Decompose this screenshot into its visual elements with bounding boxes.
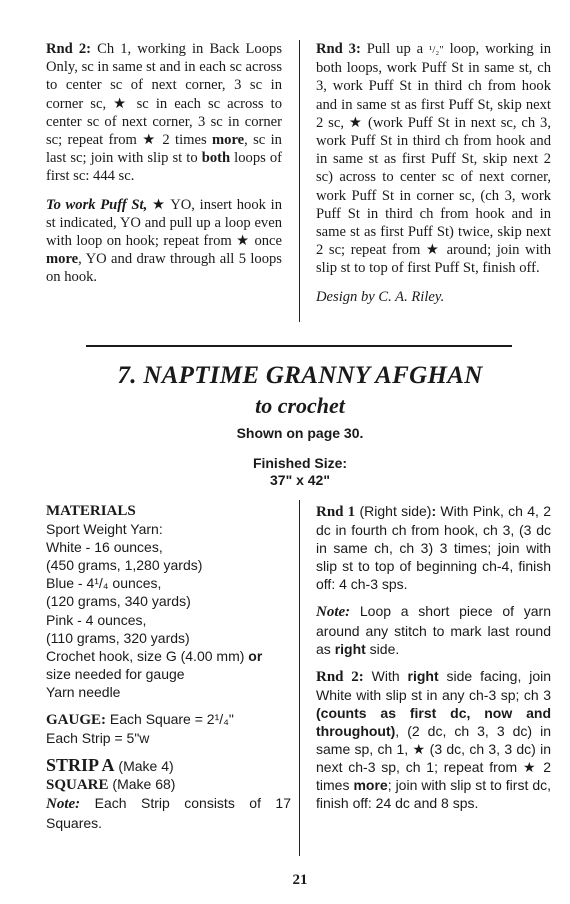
rnd1-text: With Pink, ch 4, 2 dc in fourth ch from hook, ch 3, (3 dc in same ch, ch 3) 3 times; join with slip st to top of beginning ch-4, finish off: 4 ch-3 sps.: [316, 503, 551, 593]
rnd2-instructions: [46, 40, 282, 186]
marker-note-right: right: [334, 640, 366, 657]
strip-a-label: STRIP A: [46, 755, 115, 776]
rnd2-white-instructions: [316, 667, 551, 813]
square-label: SQUARE: [46, 777, 109, 794]
crochet-hook-line: [46, 647, 291, 683]
yarn-needle: Yarn needle: [46, 683, 121, 700]
rnd3-label: Rnd 3:: [316, 41, 361, 57]
rnd2-label: Rnd 2:: [46, 41, 92, 57]
rnd2-white-text-a: With: [363, 667, 408, 684]
column-divider-bottom: [299, 500, 300, 856]
rnd1-instructions: [316, 502, 551, 593]
gauge-square: Each Square = 2¹/₄": [106, 711, 234, 728]
hook-text-a: Crochet hook, size G (4.00 mm): [46, 647, 249, 664]
rnd2-both: both: [201, 150, 231, 167]
rnd2-white-right: right: [407, 667, 439, 684]
gauge-label: GAUGE:: [46, 712, 106, 729]
rnd1-side: (Right side): [355, 503, 432, 519]
hook-text-b: size needed for gauge: [46, 665, 185, 682]
strip-note: [46, 794, 291, 831]
pattern-title: 7. NAPTIME GRANNY AFGHAN: [117, 362, 483, 389]
rnd1-colon: :: [431, 503, 437, 519]
strip-a-count: (Make 4): [114, 758, 174, 775]
rnd3-fraction: ¹/₂": [429, 44, 444, 56]
materials-column: [46, 502, 291, 832]
marker-note-text-b: side.: [365, 640, 400, 657]
right-column-bottom: [316, 502, 551, 813]
square-count: (Make 68): [108, 776, 176, 793]
materials-line: Sport Weight Yarn:: [46, 521, 163, 538]
materials-line: White - 16 ounces,: [46, 539, 163, 556]
marker-note-label: Note:: [316, 604, 351, 621]
square-line: [46, 775, 291, 794]
rnd2-text-c: loops of first sc: 444 sc.: [46, 150, 283, 185]
materials-line: (120 grams, 340 yards): [46, 593, 191, 610]
strip-a-line: [46, 756, 291, 775]
pattern-subtitle: to crochet: [255, 393, 345, 418]
page-number: 21: [292, 872, 308, 888]
finished-size-label: Finished Size:: [252, 455, 348, 471]
hook-or: or: [248, 647, 263, 664]
rnd2-white-text-b: side facing, join White with slip st in any ch-3 sp; ch 3: [316, 667, 552, 703]
materials-line: Blue - 4¹/₄ ounces,: [46, 575, 162, 592]
rnd3-instructions: [316, 40, 551, 278]
puff-st-instructions: [46, 196, 282, 287]
marker-note-text-a: Loop a short piece of yarn around any stitch to mark last round as: [316, 603, 551, 657]
rnd3-text-a: Pull up a: [360, 41, 430, 57]
rnd2-more: more: [211, 132, 245, 149]
marker-note: [316, 602, 551, 657]
strip-note-text: Each Strip consists of 17 Squares.: [46, 795, 291, 831]
design-credit: Design by C. A. Riley.: [316, 288, 445, 305]
left-column-top: [46, 40, 282, 287]
finished-size-value: 37" x 42": [270, 472, 330, 488]
materials-heading: MATERIALS: [46, 503, 136, 519]
gauge-line: [46, 710, 291, 729]
materials-line: Pink - 4 ounces,: [46, 611, 147, 628]
puff-st-label: To work Puff St,: [46, 196, 148, 213]
rnd2-white-label: Rnd 2:: [316, 668, 364, 685]
rnd2-text-b: , sc in last sc; join with slip st to: [46, 132, 282, 167]
puff-st-text-a: ★ YO, insert hook in st indicated, YO and pull up a loop even with loop on hook; repeat from ★ once: [46, 196, 282, 250]
column-divider-top: [299, 40, 300, 322]
materials-line: (450 grams, 1,280 yards): [46, 557, 203, 574]
strip-note-label: Note:: [46, 796, 81, 813]
rnd2-white-more: more: [353, 777, 388, 794]
shown-on-page: Shown on page 30.: [236, 425, 364, 441]
materials-line: (110 grams, 320 yards): [46, 629, 190, 646]
puff-st-more: more: [46, 251, 79, 268]
gauge-strip: Each Strip = 5"w: [46, 730, 150, 747]
rnd2-text-a: Ch 1, working in Back Loops Only, sc in same st and in each sc across to center sc of next corner, 3 sc in corner sc, ★ sc in each sc across to center sc of next corner, 3 sc in corner sc; repeat from ★ 2 times: [46, 41, 283, 149]
rnd3-text-b: loop, working in both loops, work Puff St in same st, ch 3, work Puff St in third ch from hook and in same st as first Puff St, skip next 2 sc, ★ (work Puff St in next sc, ch 3, work Puff St in third ch from hook and in same st as first Puff St, skip next 2 sc) across to center sc of next corner, work Puff St in corner sc, (ch 3, work Puff St in third ch from hook and in same st as first Puff St) twice, skip next 2 sc; repeat from ★ around; join with slip st to top of first Puff St, finish off.: [316, 41, 551, 277]
rnd2-white-counts: (counts as first dc, now and throughout): [316, 704, 551, 740]
puff-st-text-b: , YO and draw through all 5 loops on hook.: [46, 251, 282, 286]
rnd2-white-text-d: ; join with slip st to first dc, finish off: 24 dc and 8 sps.: [316, 777, 552, 812]
rnd1-label: Rnd 1: [316, 504, 356, 520]
right-column-top: [316, 40, 551, 306]
section-divider: [86, 345, 512, 347]
rnd2-white-text-c: , (2 dc, ch 3, 3 dc) in same sp, ch 1, ★ (3 dc, ch 3, 3 dc) in next ch-3 sp, ch 1; repeat from ★ 2 times: [316, 723, 551, 794]
